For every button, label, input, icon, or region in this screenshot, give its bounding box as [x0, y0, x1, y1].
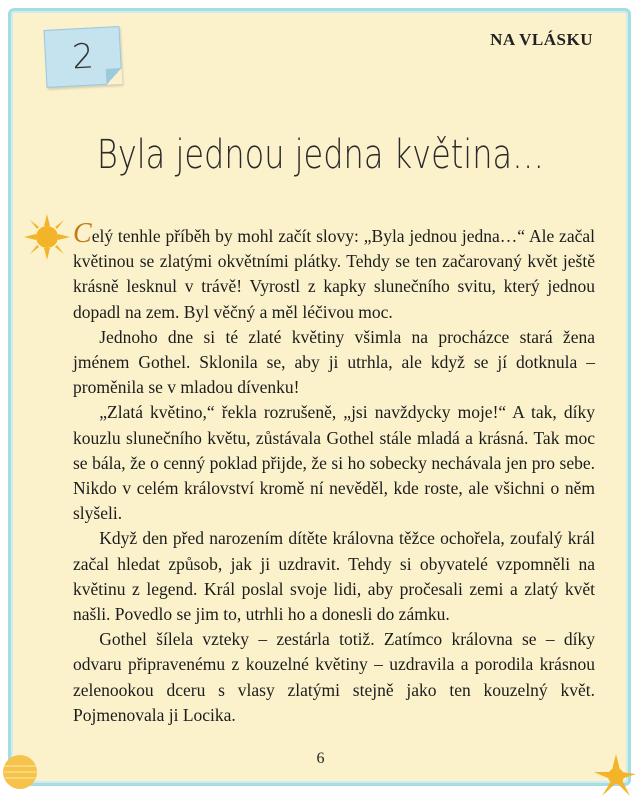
paragraph: Gothel šílela vzteky – zestárla totiž. Zatímco královna se – díky odvaru připravenému z kouzelné květiny – uzdravila a porodila krásnou zelenookou dceru s vlasy zlatými stejně jako ten kouzelný květ. Pojmenovala ji Locika. [73, 629, 595, 725]
sun-corner-icon [0, 748, 44, 792]
chapter-badge [44, 26, 123, 88]
paragraph-text: elý tenhle příběh by mohl začít slovy: „Byla jednou jedna…“ Ale začal květinou se zlatými okvětními plátky. Tehdy se ten začarovaný květ ještě krásně lesknul v trávě! Vyrostl z kapky slunečního svitu, který jednou dopadl na zem. Byl věčný a měl léčivou moc. [73, 226, 595, 322]
chapter-number: 2 [71, 36, 95, 78]
sun-icon [22, 212, 72, 262]
paragraph: Jednoho dne si té zlaté květiny všimla na procházce stará žena jménem Gothel. Sklonila se, aby ji utrhla, ale když se jí dotknula – proměnila se v mladou dívenku! [73, 326, 595, 398]
page-number: 6 [316, 750, 325, 767]
body-text [73, 218, 595, 728]
chapter-label: NA VLÁSKU [490, 30, 593, 49]
paragraph: „Zlatá květino,“ řekla rozrušeně, „jsi navždycky moje!“ A tak, díky kouzlu slunečního květu, zůstávala Gothel stále mladá a krásná. Tak moc se bála, že o cenný poklad přijde, že si ho sobecky nechávala jen pro sebe. Nikdo v celém království kromě ní nevěděl, kde roste, ale všichni o něm slyšeli. [73, 402, 595, 524]
paragraph: Když den před narozením dítěte královna těžce ochořela, zoufalý král začal hledat způsob, jak ji uzdravit. Tehdy si obyvatelé vzpomněli na květinu z legend. Král poslal svoje lidi, aby pročesali zemi a zlatý květ našli. Povedlo se jim to, utrhli ho a donesli do zámku. [73, 528, 595, 625]
dropcap-letter: C [73, 218, 92, 249]
paragraph [73, 218, 595, 325]
chapter-title: Byla jednou jedna květina… [96, 132, 545, 178]
star-corner-icon [590, 752, 638, 798]
